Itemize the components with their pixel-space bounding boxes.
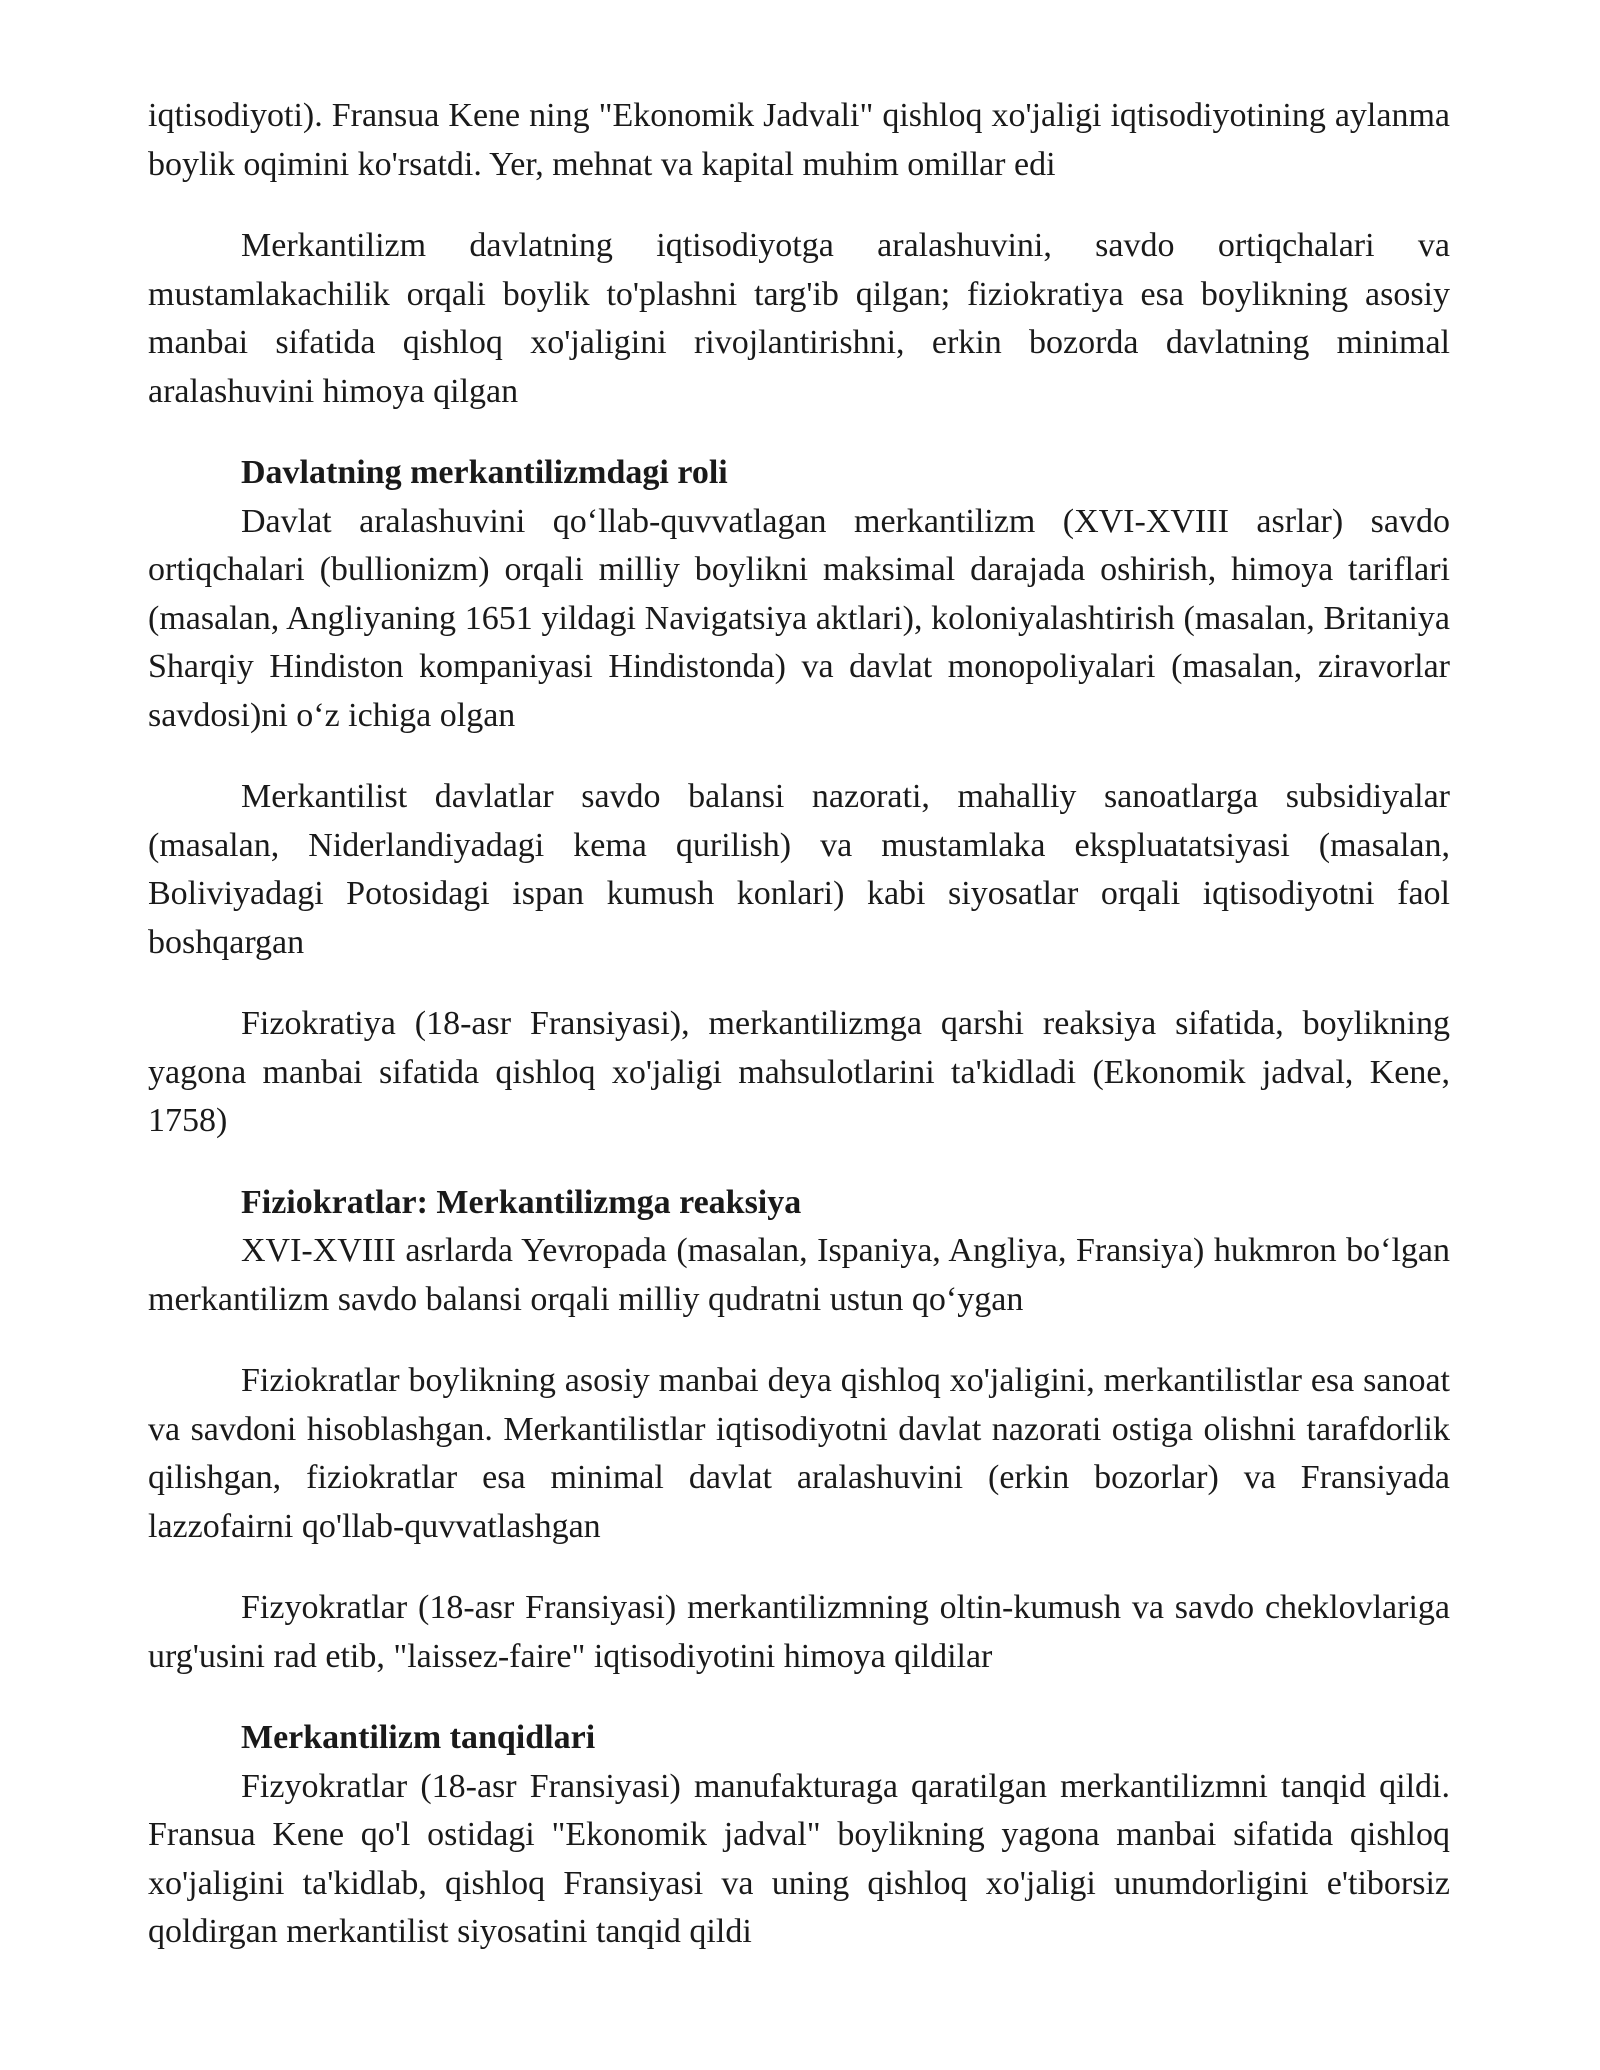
paragraph-physiocracy-reaction: Fizokratiya (18-asr Fransiyasi), merkantilizmga qarshi reaksiya sifatida, boylikning yagona manbai sifatida qishloq xo'jaligi mahsulotlarini ta'kidladi (Ekonomik jadval, Kene, 1758) bbox=[148, 1005, 1450, 1139]
paragraph-continuation: iqtisodiyoti). Fransua Kene ning "Ekonomik Jadvali" qishloq xo'jaligi iqtisodiyotining aylanma boylik oqimini ko'rsatdi. Yer, mehnat va kapital muhim omillar edi bbox=[148, 97, 1450, 183]
section-heading-state-role: Davlatning merkantilizmdagi roli bbox=[241, 454, 728, 491]
paragraph-mercantilist-states: Merkantilist davlatlar savdo balansi nazorati, mahalliy sanoatlarga subsidiyalar (masalan, Niderlandiyadagi kema qurilish) va mustamlaka ekspluatatsiyasi (masalan, Boliviyadagi Potosidagi ispan kumush konlari) kabi siyosatlar orqali iqtisodiyotni faol boshqargan bbox=[148, 778, 1450, 961]
document-page bbox=[148, 92, 1450, 1957]
paragraph-state-intervention: Davlat aralashuvini qo‘llab-quvvatlagan merkantilizm (XVI-XVIII asrlar) savdo ortiqchalari (bullionizm) orqali milliy boylikni maksimal darajada oshirish, himoya tariflari (masalan, Angliyaning 1651 yildagi Navigatsiya aktlari), koloniyalashtirish (masalan, Britaniya Sharqiy Hindiston kompaniyasi Hindistonda) va davlat monopoliyalari (masalan, ziravorlar savdosi)ni o‘z ichiga olgan bbox=[148, 502, 1450, 734]
paragraph-mercantilism-vs-physiocracy: Merkantilizm davlatning iqtisodiyotga aralashuvini, savdo ortiqchalari va mustamlakachilik orqali boylik to'plashni targ'ib qilgan; fiziokratiya esa boylikning asosiy manbai sifatida qishloq xo'jaligini rivojlantirishni, erkin bozorda davlatning minimal aralashuvini himoya qilgan bbox=[148, 227, 1450, 410]
paragraph-criticism: Fizyokratlar (18-asr Fransiyasi) manufakturaga qaratilgan merkantilizmni tanqid qildi. Fransua Kene qo'l ostidagi "Ekonomik jadval" boylikning yagona manbai sifatida qishloq xo'jaligini ta'kidlab, qishloq Fransiyasi va uning qishloq xo'jaligi unumdorligini e'tiborsiz qoldirgan merkantilist siyosatini tanqid qildi bbox=[148, 1767, 1450, 1950]
section-heading-criticism: Merkantilizm tanqidlari bbox=[241, 1719, 596, 1756]
paragraph-laissez-faire: Fizyokratlar (18-asr Fransiyasi) merkantilizmning oltin-kumush va savdo cheklovlariga urg'usini rad etib, "laissez-faire" iqtisodiyotini himoya qildilar bbox=[148, 1589, 1450, 1675]
paragraph-physiocrats-agriculture: Fiziokratlar boylikning asosiy manbai deya qishloq xo'jaligini, merkantilistlar esa sanoat va savdoni hisoblashgan. Merkantilistlar iqtisodiyotni davlat nazorati ostiga olishni tarafdorlik qilishgan, fiziokratlar esa minimal davlat aralashuvini (erkin bozorlar) va Fransiyada lazzofairni qo'llab-quvvatlashgan bbox=[148, 1362, 1450, 1545]
paragraph-mercantilism-europe: XVI-XVIII asrlarda Yevropada (masalan, Ispaniya, Angliya, Fransiya) hukmron bo‘lgan merkantilizm savdo balansi orqali milliy qudratni ustun qo‘ygan bbox=[148, 1232, 1450, 1318]
section-heading-physiocrats: Fiziokratlar: Merkantilizmga reaksiya bbox=[241, 1183, 802, 1221]
